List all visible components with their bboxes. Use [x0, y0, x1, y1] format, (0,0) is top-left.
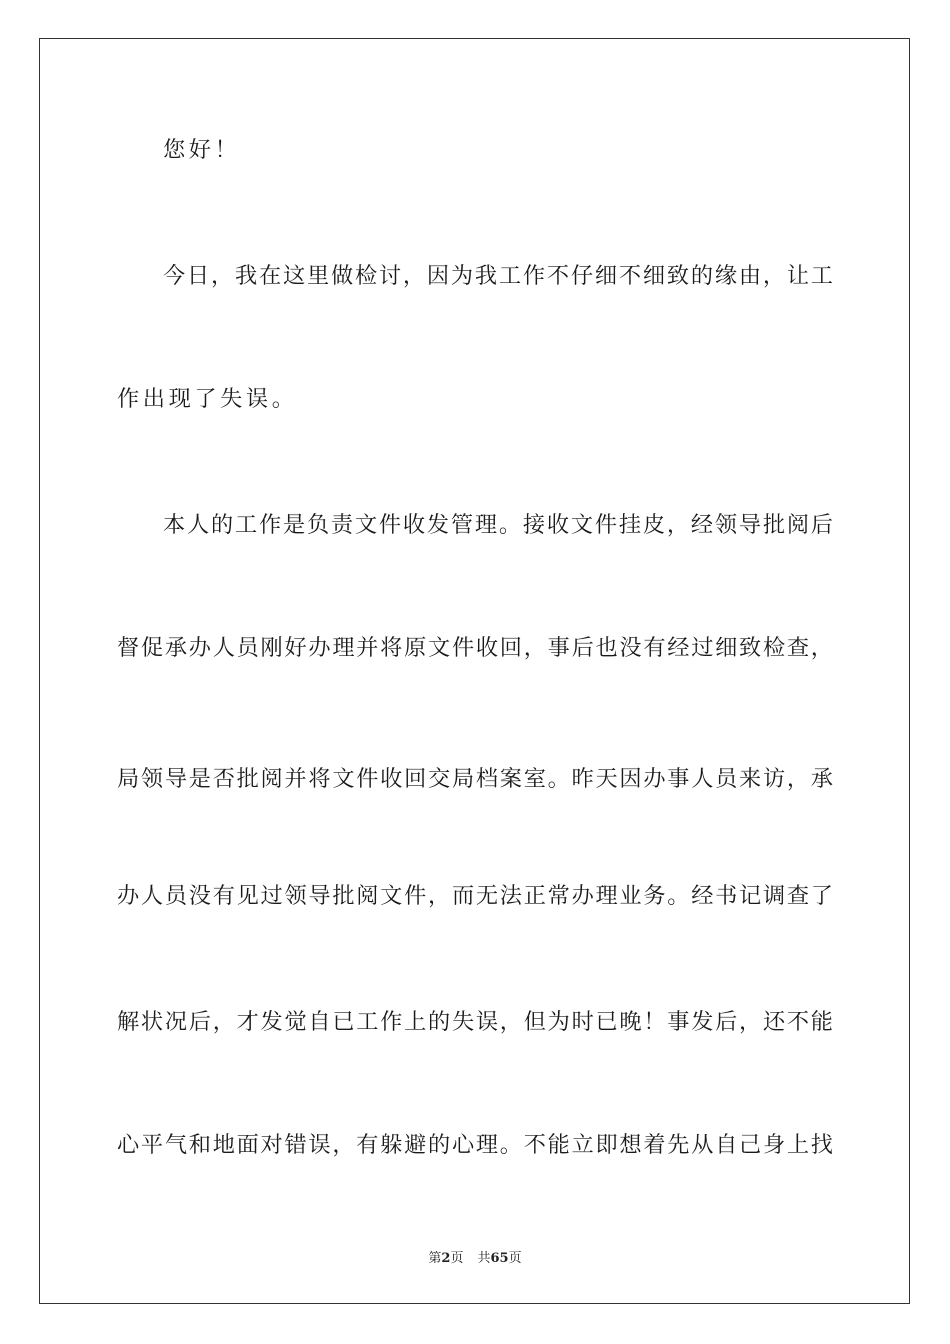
body-line-4: 督促承办人员刚好办理并将原文件收回，事后也没有经过细致检查， — [117, 635, 833, 661]
body-line-7: 解状况后，才发觉自已工作上的失误，但为时已晚！事发后，还不能 — [117, 1009, 833, 1035]
body-line-6: 办人员没有见过领导批阅文件，而无法正常办理业务。经书记调查了 — [117, 883, 833, 909]
body-line-2: 作出现了失误。 — [117, 386, 298, 412]
page-suffix: 页 — [450, 1251, 464, 1266]
body-line-1: 今日，我在这里做检讨，因为我工作不仔细不细致的缘由，让工 — [163, 263, 833, 289]
total-prefix: 共 — [477, 1251, 491, 1266]
body-line-5: 局领导是否批阅并将文件收回交局档案室。昨天因办事人员来访，承 — [117, 766, 833, 792]
total-suffix: 页 — [508, 1251, 522, 1266]
greeting-line: 您好！ — [163, 137, 241, 163]
body-line-8: 心平气和地面对错误，有躲避的心理。不能立即想着先从自己身上找 — [117, 1132, 833, 1158]
total-pages: 65 — [490, 1251, 509, 1266]
page-prefix: 第 — [428, 1251, 442, 1266]
page-number: 2 — [441, 1251, 451, 1266]
body-line-3: 本人的工作是负责文件收发管理。接收文件挂皮，经领导批阅后 — [163, 512, 833, 538]
page-footer — [0, 1247, 950, 1266]
page-border — [39, 38, 910, 1304]
